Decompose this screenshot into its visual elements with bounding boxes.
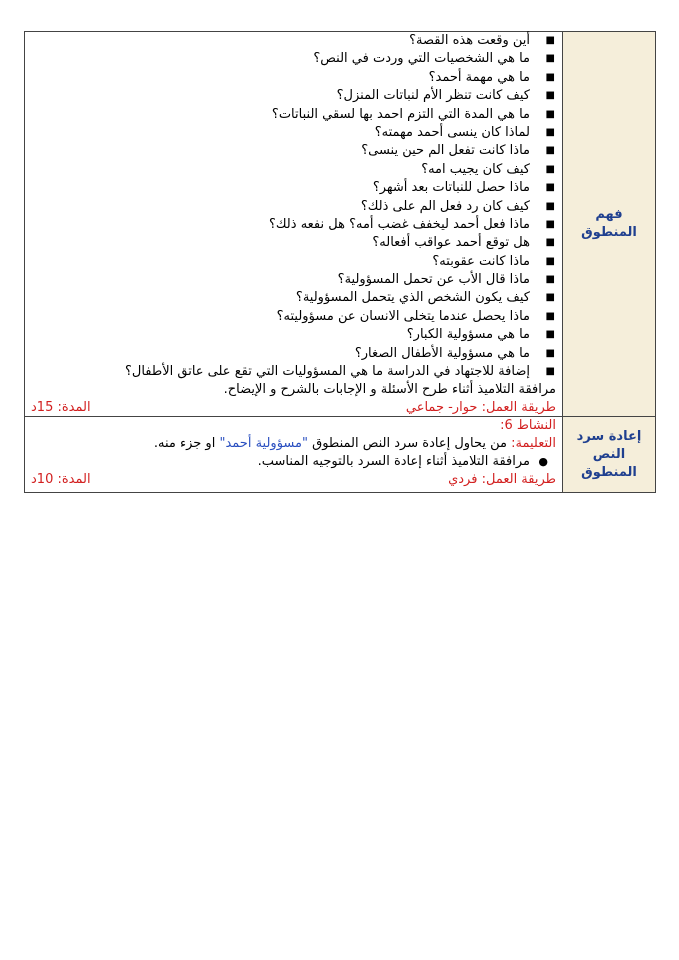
work-method-label: طريقة العمل:: [481, 400, 556, 416]
question-text: كيف كانت تنظر الأم لنباتات المنزل؟: [336, 88, 530, 104]
section-label-cell: [563, 417, 656, 493]
bullet-icon: ●: [538, 455, 548, 469]
question-item: [25, 216, 562, 234]
question-text: ماذا حصل للنباتات بعد أشهر؟: [372, 180, 530, 196]
question-text: كيف كان رد فعل الم على ذلك؟: [360, 198, 530, 214]
question-text: لماذا كان ينسى أحمد مهمته؟: [374, 124, 530, 140]
square-bullet-icon: ■: [545, 126, 555, 138]
duration-label: المدة:: [57, 472, 91, 488]
instruction-label: التعليمة:: [511, 436, 556, 452]
square-bullet-icon: ■: [545, 182, 555, 194]
bullet-text: مرافقة التلاميذ أثناء إعادة السرد بالتوجيه المناسب.: [257, 454, 530, 470]
square-bullet-icon: ■: [545, 218, 555, 230]
square-bullet-icon: ■: [545, 35, 555, 46]
section-label: المنطوق: [581, 225, 637, 241]
square-bullet-icon: ■: [545, 310, 555, 322]
question-item: [25, 106, 562, 124]
square-bullet-icon: ■: [545, 237, 555, 249]
lesson-table: [24, 31, 656, 493]
section-label-cell: [563, 32, 656, 417]
question-item: [25, 308, 562, 326]
question-text: إضافة للاجتهاد في الدراسة ما هي المسؤوليات التي تقع على عاتق الأطفال؟: [124, 364, 530, 380]
question-item: [25, 142, 562, 160]
question-text: أين وقعت هذه القصة؟: [409, 33, 530, 48]
question-item: [25, 253, 562, 271]
question-item: [25, 198, 562, 216]
section-content: [25, 417, 563, 493]
question-item: [25, 161, 562, 179]
duration-value: 15د: [31, 400, 54, 416]
instruction-text-end: او جزء منه.: [153, 436, 220, 452]
square-bullet-icon: ■: [545, 255, 555, 267]
question-text: كيف يكون الشخص الذي يتحمل المسؤولية؟: [295, 290, 530, 306]
question-text: ماذا قال الأب عن تحمل المسؤولية؟: [337, 272, 530, 288]
question-text: ما هي مهمة أحمد؟: [428, 69, 530, 85]
duration-value: 10د: [31, 472, 54, 488]
question-text: ماذا يحصل عندما يتخلى الانسان عن مسؤوليته؟: [276, 308, 530, 324]
question-item: [25, 179, 562, 197]
question-item: [25, 289, 562, 307]
question-item: [25, 345, 562, 363]
square-bullet-icon: ■: [545, 163, 555, 175]
question-item: [25, 50, 562, 68]
square-bullet-icon: ■: [545, 145, 555, 157]
duration: [31, 471, 91, 488]
question-item: [25, 271, 562, 289]
question-text: ماذا كانت عقوبته؟: [432, 253, 530, 269]
question-item: [25, 326, 562, 344]
square-bullet-icon: ■: [545, 329, 555, 341]
list-item: [25, 453, 562, 471]
square-bullet-icon: ■: [545, 200, 555, 212]
question-text: كيف كان يجيب امه؟: [421, 161, 530, 177]
work-method-value: حوار- جماعي: [405, 400, 478, 416]
duration: [31, 399, 91, 416]
section-label: فهم: [595, 207, 623, 223]
duration-label: المدة:: [57, 400, 91, 416]
square-bullet-icon: ■: [545, 90, 555, 102]
activity-title: النشاط 6:: [500, 418, 556, 434]
question-list: [25, 32, 562, 381]
square-bullet-icon: ■: [545, 274, 555, 286]
question-text: ماذا فعل أحمد ليخفف غضب أمه؟ هل نفعه ذلك؟: [268, 216, 530, 232]
question-text: ما هي الشخصيات التي وردت في النص؟: [313, 51, 530, 67]
footer-row: [25, 399, 562, 416]
story-title: "مسؤولية أحمد": [219, 436, 308, 452]
question-item: [25, 87, 562, 105]
question-text: ما هي مسؤولية الكبار؟: [406, 327, 530, 343]
square-bullet-icon: ■: [545, 53, 555, 65]
square-bullet-icon: ■: [545, 366, 555, 378]
work-method: [406, 399, 556, 416]
work-method: [448, 471, 556, 488]
work-method-value: فردي: [448, 472, 478, 488]
question-item: [25, 69, 562, 87]
work-method-label: طريقة العمل:: [481, 472, 556, 488]
question-item: [25, 363, 562, 381]
section-label: النص المنطوق: [581, 446, 637, 480]
question-item: [25, 234, 562, 252]
square-bullet-icon: ■: [545, 347, 555, 359]
section-label: إعادة سرد: [576, 428, 642, 444]
question-text: هل توقع أحمد عواقب أفعاله؟: [372, 235, 530, 251]
instruction-line: [25, 435, 562, 453]
instruction-text: من يحاول إعادة سرد النص المنطوق: [307, 436, 512, 452]
question-item: [25, 32, 562, 50]
question-text: ما هي المدة التي التزم احمد بها لسقي النباتات؟: [271, 106, 530, 122]
question-text: ماذا كانت تفعل الم حين ينسى؟: [361, 143, 530, 159]
footer-row: [25, 471, 562, 488]
square-bullet-icon: ■: [545, 108, 555, 120]
square-bullet-icon: ■: [545, 71, 555, 83]
square-bullet-icon: ■: [545, 292, 555, 304]
note-text: مرافقة التلاميذ أثناء طرح الأسئلة و الإجابات بالشرح و الإيضاح.: [223, 382, 556, 398]
section-content: [25, 32, 563, 417]
table-row: [25, 417, 656, 493]
table-row: [25, 32, 656, 417]
question-text: ما هي مسؤولية الأطفال الصغار؟: [354, 345, 530, 361]
question-item: [25, 124, 562, 142]
